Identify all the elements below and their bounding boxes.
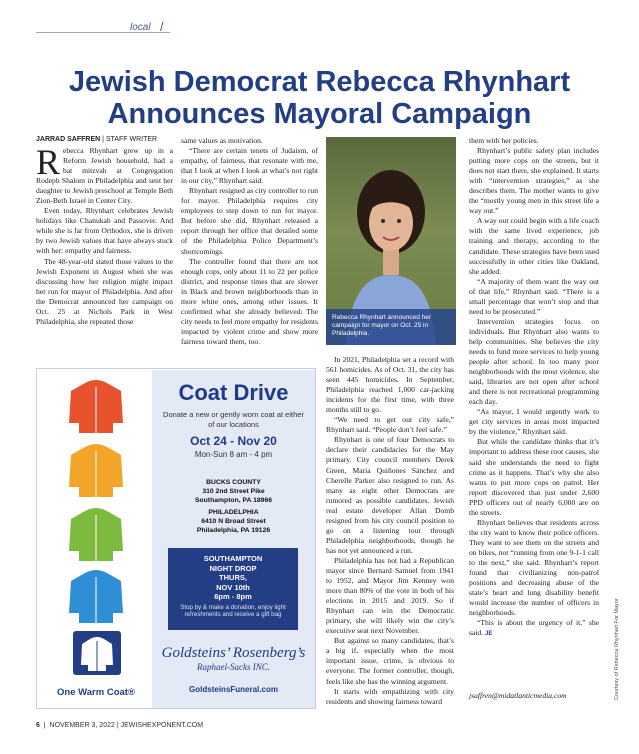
location-bucks-county: BUCKS COUNTY 310 2nd Street Pike Southampton, PA 18966 — [194, 479, 273, 504]
coat-red-icon — [63, 377, 129, 437]
paragraph: Rhynhart’s public safety plan includes putting more cops on the streets, but it does not start there, she explained. It starts with “intervention strategies,” as she describes them. The mother wants to give the “mostly young men in this street life a way out.” — [469, 146, 599, 216]
article-column-2 — [181, 136, 318, 347]
headline-line-1: Jewish Democrat Rebecca Rhynhart — [68, 66, 571, 98]
paragraph: It starts with empathizing with city residents and showing fairness toward — [326, 686, 454, 706]
coat-blue-icon — [63, 567, 129, 627]
ad-info-panel — [152, 370, 315, 708]
photo-caption: Rebecca Rhynhart announced her campaign for mayor on Oct. 25 in Philadelphia. — [326, 309, 456, 345]
coat-green-icon — [63, 505, 129, 565]
paragraph: Rebecca Rhynhart grew up in a Reform Jewish household, had a bat mitzvah at Congregation Rodeph Shalom in Philadelphia and sent her daughter to Jewish preschool at Temple Beth Zion-Beth Israel in Center City. — [36, 142, 173, 206]
paragraph: Rhynhart resigned as city controller to run for mayor. Philadelphia requires city employees to step down to run for mayor. But before she did, Rhynhart released a report through her office that detailed some of the Philadelphia Police Department’s shortcomings. — [181, 186, 318, 256]
paragraph: A way out could begin with a life coach with the same lived experience, job training and therapy, according to the candidate. These strategies have been used successfully in other cities like Oakland, she added. — [469, 216, 599, 276]
location-philadelphia: PHILADELPHIA 6410 N Broad Street Philadelphia, PA 19126 — [196, 509, 271, 534]
section-tag: local — [130, 22, 151, 33]
paragraph: But against so many candidates, that’s a big if, especially when the most important issue, crime, is obvious to everyone. The former controller, though, feels like she has the winning argument. — [326, 636, 454, 686]
ad-website-link[interactable]: GoldsteinsFuneral.com — [189, 685, 278, 694]
article-column-3 — [326, 355, 454, 707]
paragraph: The 48-year-old stated those values to the Jewish Exponent in August when she was discussing how her religion might impact her run for mayor of Philadelphia. And after the Democrat announced her campaign on Oct. 25 at Nichols Park in West Philadelphia, she repeated those — [36, 256, 173, 326]
ad-brand-primary: Goldsteins’ Rosenberg’s — [161, 645, 306, 661]
paragraph: In 2021, Philadelphia set a record with 561 homicides. As of Oct. 31, the city has seen 445 homicides. In September, Philadelphia reached 1,000 car-jacking incidents for the first time, with three months still to go. — [326, 355, 454, 415]
page-footer: 6 | NOVEMBER 3, 2022 | JEWISHEXPONENT.COM — [36, 722, 204, 729]
article-column-1 — [36, 142, 173, 327]
ad-subtitle: Donate a new or gently worn coat at either of our locations — [163, 410, 304, 429]
paragraph: The controller found that there are not enough cops, only about 11 to 22 per police district, and response times that are slower in Black and brown neighborhoods than in more white ones, among other issues. It confirmed what she already believed: The city needs to feel more empathy for residents impacted by violent crime and show more fairness toward them, too. — [181, 256, 318, 346]
paragraph: Rhynhart is one of four Democrats to declare their candidacies for the May primary. City council members Derek Green, Maria Quiñones Sánchez and Cherelle Parker also resigned to run. As many as eight other Democrats are rumored as possible candidates. Jewish real estate developer Allan Domb resigned from his city council position to go on a listening tour through Philadelphia neighborhoods, though he has not yet announced a run. — [326, 435, 454, 555]
ad-title: Coat Drive — [178, 380, 289, 405]
coat-drive-ad[interactable] — [36, 368, 316, 709]
section-slash: / — [160, 19, 164, 34]
author-email[interactable]: jsaffren@midatlanticmedia.com — [469, 691, 567, 700]
byline-author: JARRAD SAFFREN — [36, 136, 101, 143]
coat-orange-icon — [63, 441, 129, 501]
drop-cap: R — [36, 142, 61, 182]
paragraph: “As mayor, I would urgently work to get city services in areas most impacted by the violence,” Rhynhart said. — [469, 407, 599, 437]
coat-logo-icon — [73, 631, 121, 675]
one-warm-coat-text: One Warm Coat® — [57, 687, 135, 698]
paragraph: Even today, Rhynhart celebrates Jewish holidays like Chanukah and Passover. And while she is far from Orthodox, she is driven by two Jewish values that have always stuck with her: empathy and fairness. — [36, 206, 173, 256]
paragraph: Intervention strategies focus on individuals. But Rhynhart also wants to help communities. She believes the city needs to fund more services to help young people after school. In too many poor neighborhoods with the most violence, she said, libraries are not open after school and there is not recreational programming each day. — [469, 316, 599, 407]
paragraph: same values as motivation. — [181, 136, 263, 145]
ad-brand-secondary: Raphael-Sacks INC. — [197, 662, 270, 672]
byline-role: | STAFF WRITER — [102, 136, 158, 143]
night-drop-box: SOUTHAMPTON NIGHT DROP THURS, NOV 10th 6pm - 8pm Stop by & make a donation, enjoy light refreshments and receive a gift bag — [168, 548, 298, 630]
paragraph: “This is about the urgency of it,” she said. JE — [469, 618, 599, 638]
headline — [20, 66, 619, 130]
paragraph: Philadelphia has not had a Republican mayor since Bernard Samuel from 1941 to 1952, and Mayor Jim Kenney won more than 80% of the vote in both of his elections in 2015 and 2019. So if Rhynhart can win the Democratic primary, she will likely win the city’s executive seat next November. — [326, 555, 454, 636]
paragraph: them with her policies. — [469, 136, 539, 145]
one-warm-coat-logo — [73, 631, 121, 675]
footer-text: NOVEMBER 3, 2022 | JEWISHEXPONENT.COM — [49, 722, 204, 729]
photo-credit: Courtesy of Rebecca Rhynhart For Mayor — [614, 598, 620, 700]
article-column-4 — [469, 136, 599, 639]
paragraph: “A majority of them want the way out of that life,” Rhynhart said. “There is a small percentage that won’t stop and that need to be prosecuted.” — [469, 276, 599, 316]
paragraph: “There are certain tenets of Judaism, of empathy, of fairness, that resonate with me, that I look at when I look at what’s not right in our city,” Rhynhart said. — [181, 146, 318, 186]
ad-hours: Mon-Sun 8 am - 4 pm — [194, 450, 273, 459]
paragraph: “We need to get our city safe,” Rhynhart said. “People don’t feel safe.” — [326, 415, 454, 435]
paragraph: But while the candidate thinks that it’s important to address these root causes, she said she understands the need to fight crime as it happens. That’s why she also wants to put more cops on patrol. Her report discovered that just under 2,600 PPD officers out of nearly 6,000 are on the streets. — [469, 437, 599, 517]
end-mark: JE — [485, 631, 493, 638]
ad-dates: Oct 24 - Nov 20 — [190, 434, 277, 448]
headline-line-2: Announces Mayoral Campaign — [107, 98, 532, 130]
page-number: 6 — [36, 722, 40, 729]
paragraph: Rhynhart believes that residents across the city want to know their police officers. They want to see them on the streets and on bikes, not “running from one 9-1-1 call to the next,” she said. Rhynhart’s report found that civilianizing non-patrol positions and decreasing abuse of the state’s heart and lung disability benefit would increase the number of officers in neighborhoods. — [469, 517, 599, 618]
